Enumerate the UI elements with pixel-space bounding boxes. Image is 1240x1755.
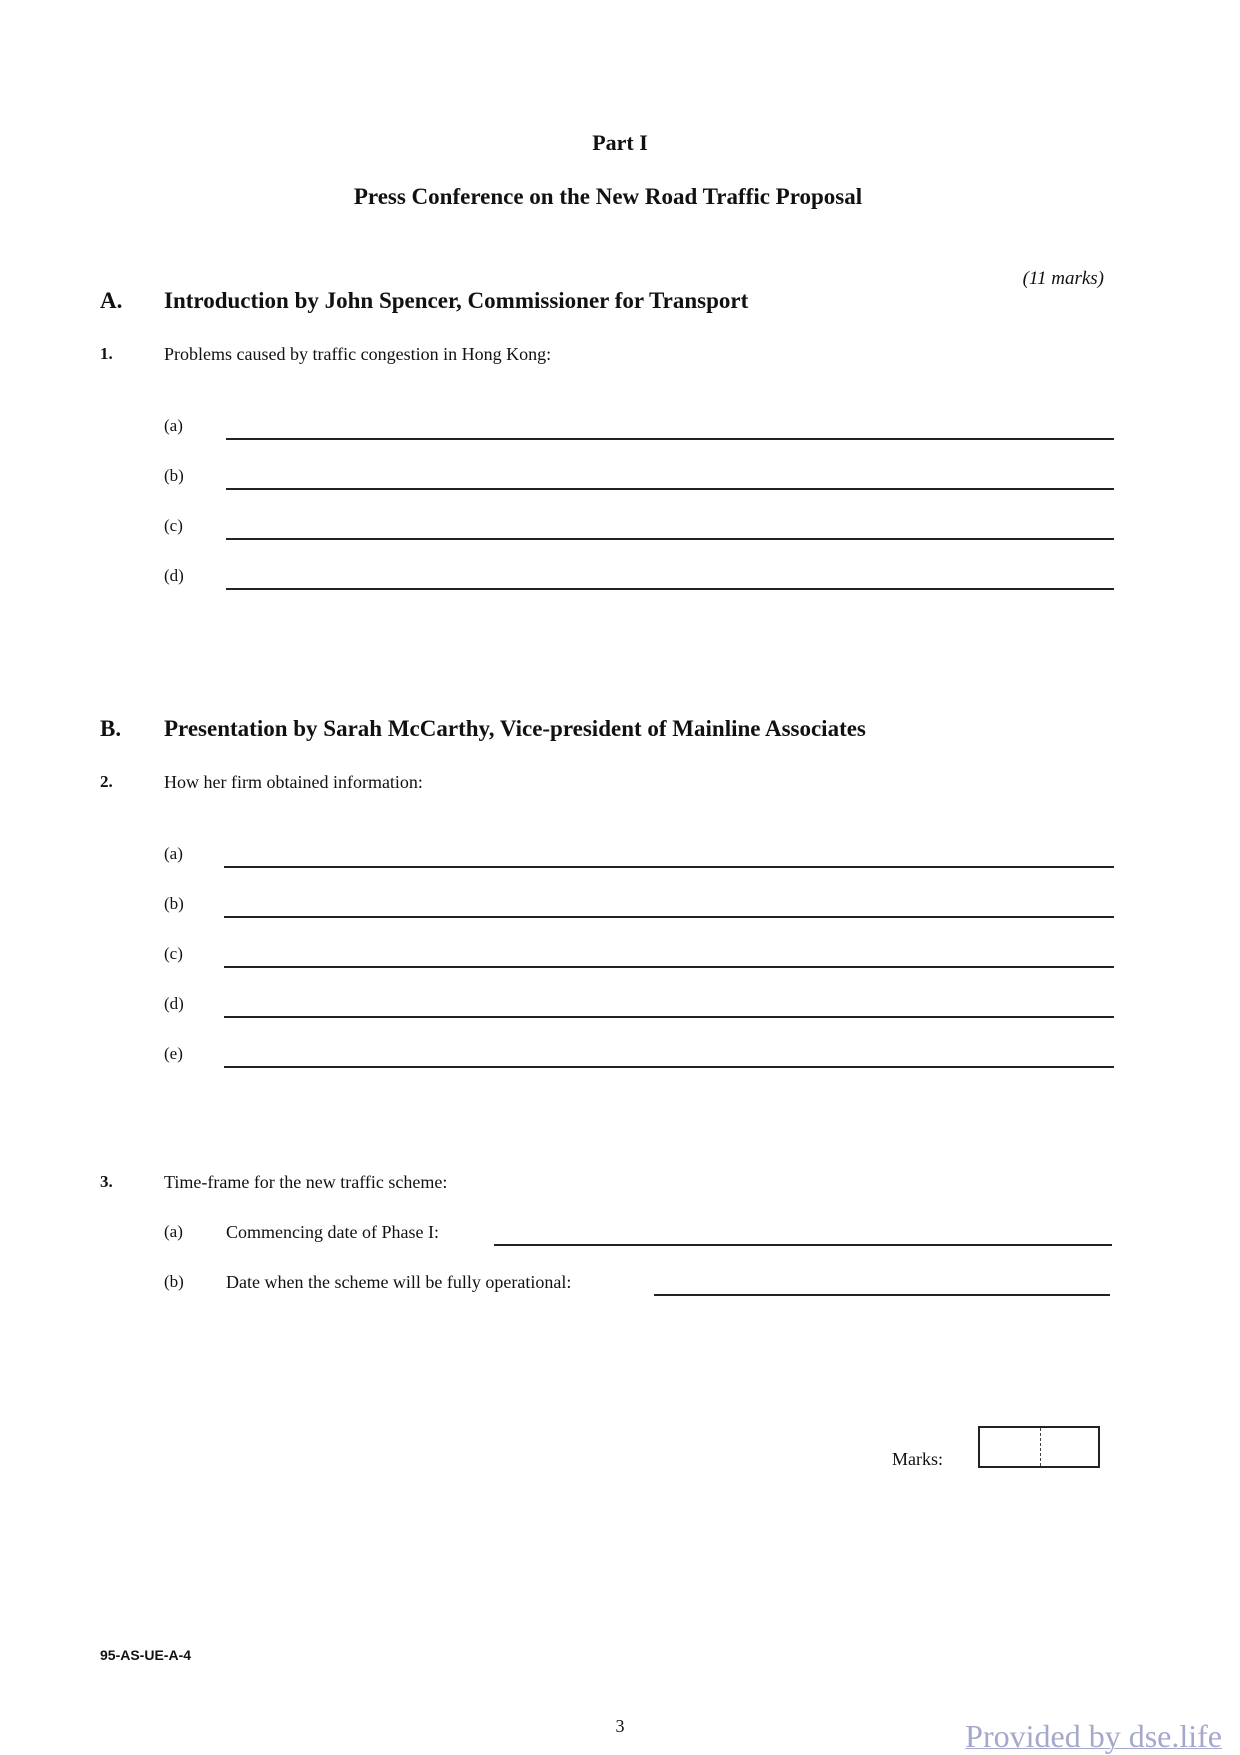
- q2-item-b-answer-line[interactable]: [224, 916, 1114, 918]
- q2-item-b-label: (b): [164, 894, 184, 913]
- marks-label: Marks:: [892, 1449, 943, 1469]
- q2-item-e-answer-line[interactable]: [224, 1066, 1114, 1068]
- q1-item-d-label: (d): [164, 566, 184, 585]
- q3-item-a-label: (a): [164, 1222, 183, 1241]
- paper-code: 95-AS-UE-A-4: [100, 1647, 192, 1663]
- question-3-text: Time-frame for the new traffic scheme:: [164, 1172, 448, 1192]
- q2-item-c-answer-line[interactable]: [224, 966, 1114, 968]
- q2-item-a-answer-line[interactable]: [224, 866, 1114, 868]
- q1-item-a-label: (a): [164, 416, 183, 435]
- marks-box-divider: [1040, 1428, 1041, 1466]
- q1-item-b-label: (b): [164, 466, 184, 485]
- q2-item-c-label: (c): [164, 944, 183, 963]
- question-2-text: How her firm obtained information:: [164, 772, 423, 792]
- section-a-letter: A.: [100, 288, 123, 313]
- q1-item-c-answer-line[interactable]: [226, 538, 1114, 540]
- question-1-text: Problems caused by traffic congestion in Hong Kong:: [164, 344, 552, 364]
- marks-box[interactable]: [978, 1426, 1100, 1468]
- page-number: 3: [615, 1716, 625, 1736]
- q2-item-d-answer-line[interactable]: [224, 1016, 1114, 1018]
- q1-item-c-label: (c): [164, 516, 183, 535]
- section-b-letter: B.: [100, 716, 122, 741]
- provided-by-watermark: Provided by dse.life: [965, 1718, 1222, 1754]
- q1-item-a-answer-line[interactable]: [226, 438, 1114, 440]
- q3-item-b-answer-line[interactable]: [654, 1294, 1110, 1296]
- part-title: Part I: [592, 130, 648, 155]
- total-marks: (11 marks): [1022, 268, 1104, 289]
- section-a-title: Introduction by John Spencer, Commissioner for Transport: [164, 288, 749, 313]
- q2-item-d-label: (d): [164, 994, 184, 1013]
- question-3-number: 3.: [100, 1172, 113, 1191]
- q2-item-a-label: (a): [164, 844, 183, 863]
- question-1-number: 1.: [100, 344, 113, 363]
- q3-item-a-text: Commencing date of Phase I:: [226, 1222, 439, 1242]
- q1-item-d-answer-line[interactable]: [226, 588, 1114, 590]
- q3-item-b-text: Date when the scheme will be fully operational:: [226, 1272, 572, 1292]
- q2-item-e-label: (e): [164, 1044, 183, 1063]
- q3-item-b-label: (b): [164, 1272, 184, 1291]
- page-title: Press Conference on the New Road Traffic Proposal: [353, 184, 863, 209]
- q3-item-a-answer-line[interactable]: [494, 1244, 1112, 1246]
- section-b-title: Presentation by Sarah McCarthy, Vice-president of Mainline Associates: [164, 716, 866, 741]
- question-2-number: 2.: [100, 772, 113, 791]
- q1-item-b-answer-line[interactable]: [226, 488, 1114, 490]
